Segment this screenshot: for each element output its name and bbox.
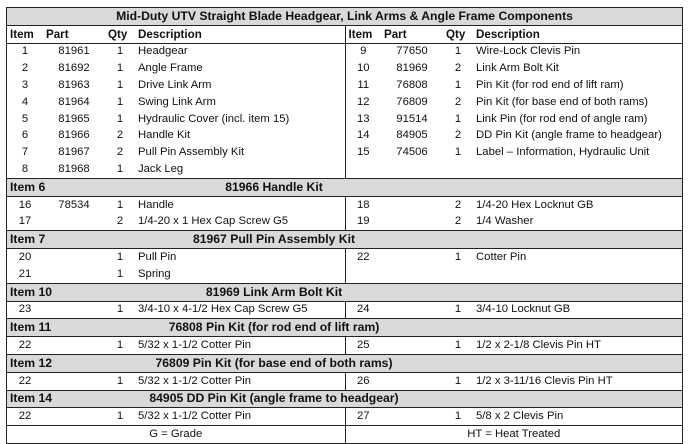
cell-description: Handle [138, 198, 174, 211]
cell-item: 26 [345, 372, 381, 390]
cell-qty: 1 [116, 62, 124, 75]
kit-row-line [7, 266, 682, 283]
cell-description: 1/4 Washer [476, 215, 534, 228]
cell-description: 5/8 x 2 Clevis Pin [476, 410, 564, 423]
cell-part: 81965 [58, 112, 90, 125]
cell-description [473, 161, 682, 178]
cell-qty: 1 [116, 267, 124, 280]
cell-description: Pin Kit (for base end of both rams) [476, 95, 649, 108]
cell-part [381, 214, 443, 231]
header-qty: Qty [443, 25, 473, 43]
cell-description: Spring [138, 267, 171, 280]
cell-item: 12 [345, 94, 381, 111]
parts-table-sheet [6, 7, 683, 444]
cell-item: 5 [21, 112, 29, 125]
cell-item: 7 [21, 146, 29, 159]
cell-item: 1 [21, 45, 29, 58]
cell-item: 18 [345, 196, 381, 213]
cell-qty: 2 [454, 95, 462, 108]
kit-row-line [7, 372, 682, 390]
cell-qty [443, 266, 473, 283]
cell-qty: 1 [116, 374, 124, 387]
kit-header-row [7, 231, 682, 249]
cell-qty: 1 [454, 79, 462, 92]
table-row [7, 161, 682, 178]
cell-description: Pin Kit (for rod end of lift ram) [476, 79, 624, 92]
cell-item: 19 [345, 214, 381, 231]
header-part: Part [43, 25, 105, 43]
header-item: Item [345, 25, 381, 43]
cell-qty: 2 [116, 215, 124, 228]
cell-part [43, 214, 105, 231]
cell-part [381, 372, 443, 390]
header-part: Part [381, 25, 443, 43]
cell-qty: 2 [454, 129, 462, 142]
cell-item: 22 [345, 249, 381, 266]
cell-part: 81966 [58, 129, 90, 142]
cell-description: Link Pin (for rod end of angle ram) [476, 112, 648, 125]
footer-row [7, 426, 682, 443]
table-row [7, 128, 682, 145]
kit-row-line [7, 196, 682, 213]
cell-qty: 1 [116, 45, 124, 58]
cell-description: Headgear [138, 45, 188, 58]
cell-description: 1/4-20 Hex Locknut GB [476, 198, 594, 211]
cell-qty: 1 [454, 374, 462, 387]
table-row [7, 77, 682, 94]
cell-item: 27 [345, 408, 381, 426]
cell-description: 5/32 x 1-1/2 Cotter Pin [138, 410, 252, 423]
kit-title: 76808 Pin Kit (for rod end of lift ram) [105, 319, 443, 337]
cell-item: 21 [18, 267, 32, 280]
cell-description: Drive Link Arm [138, 79, 212, 92]
cell-description: 3/4-10 Locknut GB [476, 303, 571, 316]
cell-part: 81963 [58, 79, 90, 92]
cell-qty: 1 [454, 146, 462, 159]
cell-part [43, 372, 105, 390]
cell-description: Label – Information, Hydraulic Unit [476, 146, 650, 159]
parts-table-body [7, 8, 682, 443]
cell-part [43, 266, 105, 283]
table-title: Mid-Duty UTV Straight Blade Headgear, Link Arms & Angle Frame Components [7, 8, 682, 25]
kit-row-line [7, 408, 682, 426]
kit-header-row [7, 319, 682, 337]
cell-qty: 1 [454, 410, 462, 423]
cell-qty: 2 [454, 215, 462, 228]
cell-item: 10 [345, 60, 381, 77]
kit-header-spacer [443, 283, 682, 301]
cell-item: 13 [345, 111, 381, 128]
cell-qty: 1 [116, 112, 124, 125]
cell-qty: 1 [116, 251, 124, 264]
cell-description: Handle Kit [138, 129, 191, 142]
cell-description: Cotter Pin [476, 251, 527, 264]
cell-part [381, 196, 443, 213]
cell-qty: 1 [116, 339, 124, 352]
header-description: Description [135, 25, 345, 43]
kit-header-spacer [443, 390, 682, 408]
table-row [7, 111, 682, 128]
cell-part: 81964 [58, 95, 90, 108]
kit-item-label: Item 6 [7, 178, 105, 196]
kit-header-spacer [443, 319, 682, 337]
cell-part: 81967 [58, 146, 90, 159]
cell-qty: 1 [116, 410, 124, 423]
cell-description: Jack Leg [138, 163, 184, 176]
kit-header-row [7, 354, 682, 372]
kit-title: 81966 Handle Kit [105, 178, 443, 196]
cell-part [43, 249, 105, 266]
cell-qty: 2 [116, 146, 124, 159]
header-qty: Qty [105, 25, 135, 43]
cell-description: 1/2 x 3-11/16 Clevis Pin HT [476, 374, 613, 387]
cell-part: 81961 [58, 45, 90, 58]
header-item: Item [7, 25, 43, 43]
cell-qty: 1 [454, 339, 462, 352]
cell-part: 81968 [58, 163, 90, 176]
cell-item: 11 [345, 77, 381, 94]
cell-item: 24 [345, 301, 381, 319]
cell-item: 4 [21, 95, 29, 108]
cell-part: 81969 [396, 62, 428, 75]
cell-qty: 1 [454, 303, 462, 316]
cell-description: 5/32 x 1-1/2 Cotter Pin [138, 374, 252, 387]
cell-item: 22 [18, 374, 32, 387]
kit-title: 81967 Pull Pin Assembly Kit [105, 231, 443, 249]
kit-item-label: Item 14 [7, 390, 105, 408]
cell-item: 20 [18, 251, 32, 264]
cell-item: 6 [21, 129, 29, 142]
cell-description: Angle Frame [138, 62, 203, 75]
cell-part [43, 337, 105, 355]
cell-description: Hydraulic Cover (incl. item 15) [138, 112, 290, 125]
kit-header-row [7, 178, 682, 196]
cell-part: 74506 [396, 146, 428, 159]
footer-grade-note: G = Grade [7, 426, 345, 443]
cell-part: 81692 [58, 62, 90, 75]
cell-description: 5/32 x 1-1/2 Cotter Pin [138, 339, 252, 352]
cell-part: 91514 [396, 112, 428, 125]
table-row [7, 60, 682, 77]
table-row [7, 94, 682, 111]
cell-part [381, 301, 443, 319]
cell-description: Swing Link Arm [138, 95, 216, 108]
table-row [7, 43, 682, 60]
cell-description: Link Arm Bolt Kit [476, 62, 559, 75]
kit-title: 76809 Pin Kit (for base end of both rams) [105, 354, 443, 372]
footer-heat-treated-note: HT = Heat Treated [345, 426, 682, 443]
cell-part [43, 301, 105, 319]
cell-item: 16 [18, 198, 32, 211]
cell-description: Pull Pin Assembly Kit [138, 146, 245, 159]
cell-qty: 1 [116, 163, 124, 176]
cell-item [345, 161, 381, 178]
kit-row-line [7, 249, 682, 266]
cell-part [43, 408, 105, 426]
cell-qty: 1 [116, 79, 124, 92]
cell-qty: 1 [454, 112, 462, 125]
cell-item: 15 [345, 144, 381, 161]
cell-qty: 1 [116, 303, 124, 316]
cell-qty: 2 [116, 129, 124, 142]
kit-title: 81969 Link Arm Bolt Kit [105, 283, 443, 301]
cell-item: 2 [21, 62, 29, 75]
cell-part [381, 266, 443, 283]
cell-item: 9 [345, 43, 381, 60]
kit-header-spacer [443, 231, 682, 249]
kit-item-label: Item 10 [7, 283, 105, 301]
cell-item: 3 [21, 79, 29, 92]
cell-description: DD Pin Kit (angle frame to headgear) [476, 129, 662, 142]
kit-item-label: Item 11 [7, 319, 105, 337]
kit-header-row [7, 283, 682, 301]
cell-item: 22 [18, 410, 32, 423]
cell-description: 3/4-10 x 4-1/2 Hex Cap Screw G5 [138, 303, 308, 316]
cell-part [381, 249, 443, 266]
kit-header-row [7, 390, 682, 408]
cell-item [345, 266, 381, 283]
cell-part: 76809 [396, 95, 428, 108]
cell-part: 78534 [58, 198, 90, 211]
kit-row-line [7, 337, 682, 355]
cell-description: Pull Pin [138, 251, 177, 264]
kit-header-spacer [443, 178, 682, 196]
kit-item-label: Item 7 [7, 231, 105, 249]
cell-qty [443, 161, 473, 178]
cell-part: 77650 [396, 45, 428, 58]
cell-description [473, 266, 682, 283]
cell-item: 22 [18, 339, 32, 352]
cell-item: 17 [18, 215, 32, 228]
cell-description: 1/2 x 2-1/8 Clevis Pin HT [476, 339, 601, 352]
cell-qty: 1 [454, 251, 462, 264]
cell-qty: 2 [454, 198, 462, 211]
kit-title: 84905 DD Pin Kit (angle frame to headgear) [105, 390, 443, 408]
cell-item: 14 [345, 128, 381, 145]
cell-part [381, 161, 443, 178]
kit-row-line [7, 301, 682, 319]
header-row [7, 25, 682, 43]
cell-qty: 1 [116, 95, 124, 108]
kit-header-spacer [443, 354, 682, 372]
cell-qty: 1 [116, 198, 124, 211]
title-row [7, 8, 682, 25]
table-row [7, 144, 682, 161]
cell-item: 23 [18, 303, 32, 316]
cell-description: Wire-Lock Clevis Pin [476, 45, 581, 58]
cell-qty: 1 [454, 45, 462, 58]
header-description: Description [473, 25, 682, 43]
cell-description: 1/4-20 x 1 Hex Cap Screw G5 [138, 215, 289, 228]
cell-item: 8 [21, 163, 29, 176]
kit-row-line [7, 214, 682, 231]
cell-qty: 2 [454, 62, 462, 75]
cell-part: 76808 [396, 79, 428, 92]
parts-table [7, 8, 682, 443]
cell-part [381, 408, 443, 426]
kit-item-label: Item 12 [7, 354, 105, 372]
cell-part: 84905 [396, 129, 428, 142]
cell-part [381, 337, 443, 355]
cell-item: 25 [345, 337, 381, 355]
